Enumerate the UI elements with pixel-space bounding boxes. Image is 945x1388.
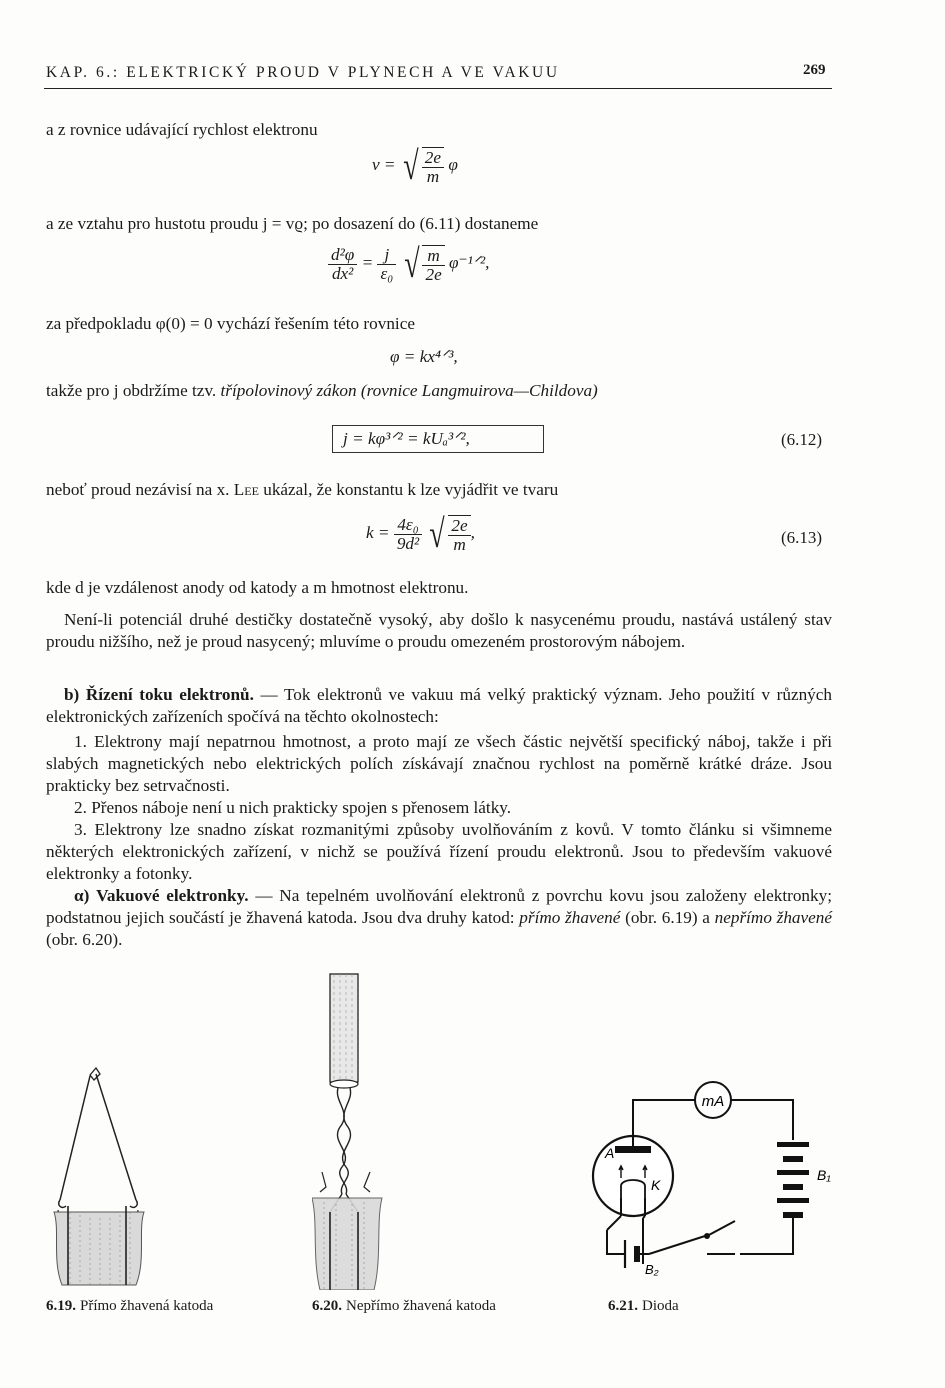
paragraph-point-2: 2. Přenos náboje není u nich prakticky spojen s přenosem látky. [74, 798, 512, 817]
paragraph-electron-flow-text: — Tok elektronů ve vakuu má velký praktický význam. Jeho použití v různých elektronických zařízeních spočívá na těchto okolnostech: [46, 685, 833, 726]
eq-613-den2: m [453, 534, 466, 554]
battery-b1-label: B₁ [817, 1167, 831, 1183]
author-lee: Lee [233, 480, 259, 499]
text-line-4 [46, 381, 598, 401]
eq-poisson-m: m [422, 247, 444, 266]
eq-poisson-num: d²φ [328, 246, 357, 265]
cathode-label: K [651, 1177, 661, 1193]
eq-poisson-eps: ε₀ [380, 263, 394, 283]
figure-6-21-drawing [585, 1078, 845, 1288]
line-4-start: takže pro j obdržíme tzv. [46, 381, 221, 400]
anode-label: A [605, 1145, 615, 1161]
eq-613-tail: , [470, 522, 475, 542]
text-line-1: a z rovnice udávající rychlost elektronu [46, 120, 318, 139]
vacuum-text-a: — Na tepelném uvolňování elektronů z povrchu kovu jsou založeny elektronky; podstatnou jejich součástí je žhavená katoda. Jsou dva druhy katod: [46, 886, 832, 927]
eq-v-den: m [426, 166, 440, 186]
eq-poisson-j: j [377, 246, 396, 265]
text-line-2: a ze vztahu pro hustotu proudu j = vϱ; po dosazení do (6.11) dostaneme [46, 214, 539, 233]
figure-6-19-drawing [50, 1060, 160, 1290]
eq-poisson-2e: 2e [425, 264, 442, 284]
caption-6-21-number: 6.21. [608, 1298, 638, 1314]
text-line-6: kde d je vzdálenost anody od katody a m hmotnost elektronu. [46, 578, 469, 597]
vacuum-italic-direct: přímo žhavené [519, 908, 621, 927]
caption-6-20-text: Nepřímo žhavená katoda [346, 1298, 496, 1314]
caption-6-21 [608, 1298, 679, 1315]
equation-number-6-13: (6.13) [781, 528, 823, 547]
eq-poisson-tail: φ⁻¹ᐟ², [449, 252, 490, 272]
figure-6-20-drawing [312, 972, 402, 1290]
equation-poisson [328, 241, 490, 286]
caption-6-21-text: Dioda [642, 1298, 679, 1314]
vacuum-text-c: (obr. 6.20). [46, 930, 123, 949]
text-line-3: za předpokladu φ(0) = 0 vychází řešením této rovnice [46, 314, 415, 333]
sqrt-icon: √ [403, 143, 419, 188]
vacuum-italic-indirect: nepřímo žhavené [714, 908, 832, 927]
equation-number-6-12: (6.12) [781, 430, 823, 449]
caption-6-19-number: 6.19. [46, 1298, 76, 1314]
eq-v-num: 2e [422, 149, 444, 168]
sqrt-icon: √ [429, 511, 446, 556]
meter-label: mA [701, 1093, 725, 1110]
eq-613-num1: 4ε₀ [394, 516, 422, 535]
caption-6-20-number: 6.20. [312, 1298, 342, 1314]
eq-613-num2: 2e [448, 517, 470, 536]
caption-6-19-text: Přímo žhavená katoda [80, 1298, 214, 1314]
vacuum-text-b: (obr. 6.19) a [620, 908, 715, 927]
caption-6-20 [312, 1298, 496, 1315]
paragraph-vacuum-tubes [46, 885, 832, 951]
section-heading-alpha: α) Vakuové elektronky. [74, 886, 249, 905]
header-rule [44, 88, 832, 89]
equation-6-12-box: j = kφ³ᐟ² = kUₐ³ᐟ², [332, 425, 544, 453]
line-5-start: neboť proud nezávisí na x. [46, 480, 234, 499]
eq-613-den1: 9d² [396, 533, 420, 553]
text-line-5 [46, 480, 558, 500]
eq-v-lhs: v = [372, 154, 396, 174]
line-5-end: ukázal, že konstantu k lze vyjádřit ve tvaru [258, 480, 559, 499]
page-number: 269 [803, 62, 826, 78]
equation-6-13 [366, 511, 475, 556]
equation-phi: φ = kx⁴ᐟ³, [390, 347, 458, 366]
sqrt-icon: √ [403, 241, 420, 286]
eq-613-lhs: k = [366, 522, 390, 542]
section-heading-b: b) Řízení toku elektronů. [64, 685, 254, 704]
equation-velocity [372, 143, 458, 188]
paragraph-electron-flow [46, 684, 832, 728]
paragraph-point-1: 1. Elektrony mají nepatrnou hmotnost, a proto mají ze všech částic největší specifický náboj, takže i při slabých magnetických nebo elektrických polích získávají značnou rychlost na poměrně krátké dráze. Jsou prakticky bez setrvačnosti. [46, 732, 832, 795]
running-header: KAP. 6.: ELEKTRICKÝ PROUD V PLYNECH A VE VAKUU [46, 64, 560, 81]
paragraph-point-3: 3. Elektrony lze snadno získat rozmanitými způsoby uvolňováním z kovů. V tomto článku si všimneme některých elektronických zařízení, v nichž se používá řízení proudu elektronů. Jsou to především vakuové elektronky a fotonky. [46, 820, 832, 883]
line-4-italic: třípolovinový zákon (rovnice Langmuirova—Childova) [220, 381, 598, 400]
battery-b2-label: B₂ [645, 1262, 659, 1277]
paragraph-space-charge: Není-li potenciál druhé destičky dostatečně vysoký, aby došlo k nasycenému proudu, nastává ustálený stav proudu nižšího, než je proud nasycený; mluvíme o proudu omezeném prostorovým nábojem. [46, 610, 832, 651]
eq-poisson-den: dx² [331, 263, 354, 283]
eq-poisson-eq: = [361, 252, 374, 272]
caption-6-19 [46, 1298, 213, 1315]
eq-v-tail: φ [448, 154, 458, 174]
